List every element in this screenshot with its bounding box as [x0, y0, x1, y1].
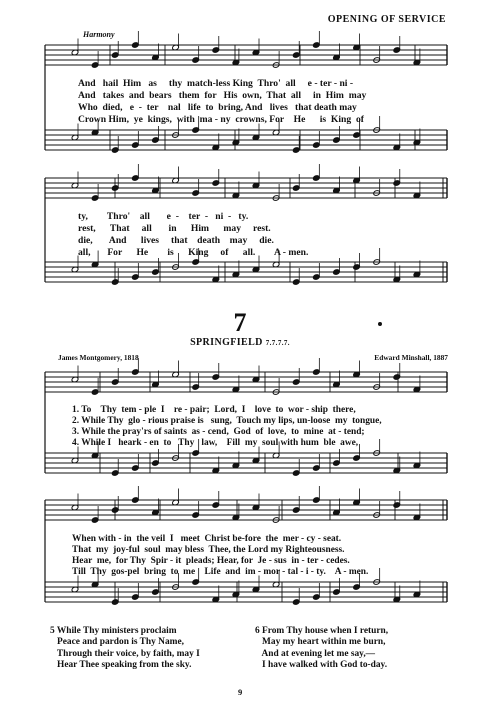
verse-5: 5 While Thy ministers proclaim Peace and pardon is Thy Name, Through their voice, by faith, may I Hear Thee speaking from the sky. — [50, 626, 200, 671]
hymn-tune-title — [0, 337, 480, 348]
system3-lyric-line-1: 1. To Thy tem - ple I re - pair; Lord, I love to wor - ship there, — [72, 405, 356, 415]
page-number: 9 — [238, 687, 243, 697]
system1-lyric-line-3: Who died, e - ter nal life to bring, And lives that death may — [78, 102, 357, 113]
system3-lyric-line-2: 2. While Thy glo - rious praise is sung, Touch my lips, un-loose my tongue, — [72, 416, 382, 426]
hymn-number: 7 — [233, 308, 247, 337]
harmony-label: Harmony — [83, 30, 115, 39]
system1-lyric-line-4: Crown Him, ye kings, with ma - ny crowns, For He is King of — [78, 114, 364, 125]
system4-lyric-line-3: Hear me, for Thy Spir - it pleads; Hear, for Je - sus in - ter - cedes. — [72, 556, 350, 566]
system4-lyric-line-2: That my joy-ful soul may bless Thee, the Lord my Righteousness. — [72, 545, 345, 555]
system2-lyric-line-3: die, And lives that death may die. — [78, 235, 274, 246]
system2-lyric-line-1: ty, Thro' all e - ter - ni - ty. — [78, 211, 249, 222]
system3-lyric-line-4: 4. While I heark - en to Thy law, Fill my soul with hum ble awe, — [72, 438, 359, 448]
system4-lyric-line-1: When with - in the veil I meet Christ be-fore the mer - cy - seat. — [72, 534, 342, 544]
system3-lyric-line-3: 3. While the pray'rs of saints as - cend, God of love, to mine at - tend; — [72, 427, 365, 437]
hymn-author: James Montgomery, 1818 — [58, 353, 139, 362]
system4-lyric-line-4: Till Thy gos-pel bring to me Life and im - mor - tal - i - ty. A - men. — [72, 567, 369, 577]
hymn-composer: Edward Minshall, 1887 — [374, 353, 448, 362]
system2-lyric-line-4: all, For He is King of all. A - men. — [78, 247, 309, 258]
system1-lyric-line-2: And takes and bears them for His own, That all in Him may — [78, 90, 367, 101]
tune-meter: 7.7.7.7. — [265, 339, 290, 347]
system2-lyric-line-2: rest, That all in Him may rest. — [78, 223, 271, 234]
decorative-dot — [378, 322, 382, 326]
tune-name: SPRINGFIELD — [190, 337, 263, 348]
section-title: OPENING OF SERVICE — [327, 14, 446, 25]
system1-lyric-line-1: And hail Him as thy match-less King Thro' all e - ter - ni - — [78, 78, 354, 89]
verse-6: 6 From Thy house when I return, May my heart within me burn, And at evening let me say,— I have walked with God to-day. — [255, 626, 389, 671]
